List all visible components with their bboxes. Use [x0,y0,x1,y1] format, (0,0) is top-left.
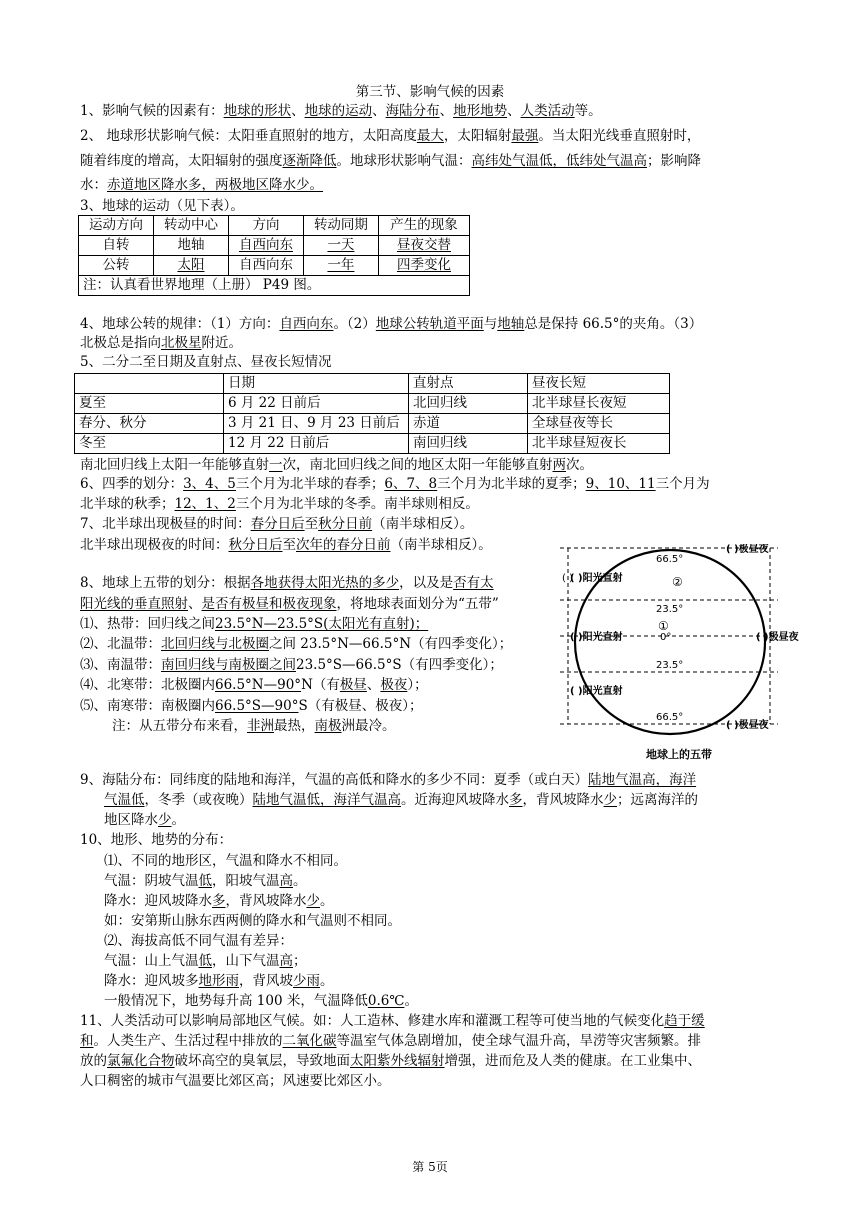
para-10-rain2: 降水：迎风坡多地形雨，背风坡少雨。 [104,973,334,989]
para-11-line-2: 和。人类生产、生活过程中排放的二氧化碳等温室气体急剧增加，使全球气温升高，旱涝等灾害频繁。排 [80,1033,701,1049]
lat-label: 66.5° [656,712,684,723]
para-10-sub1: ⑴、不同的地形区，气温和降水不相同。 [104,853,347,869]
table-header-row [79,216,470,236]
table-note-row [79,276,470,296]
figure-caption: 地球上的五带 [646,748,712,761]
para-11-line-3: 放的氯氟化合物破坏高空的臭氧层，导致地面太阳紫外线辐射增强，进而危及人类的健康。在工业集中、 [80,1053,701,1069]
table-cell: 自转 [79,236,154,256]
motion-table [78,215,470,296]
table-cell: 南回归线 [409,434,528,454]
table-cell: 太阳 [177,257,205,273]
para-8-line-2: 阳光线的垂直照射、是否有极昼和极夜现象，将地球表面划分为“五带” [80,596,499,612]
para-1: 1、影响气候的因素有：地球的形状、地球的运动、海陆分布、地形地势、人类活动等。 [80,103,602,119]
para-5b: 南北回归线上太阳一年能够直射一次，南北回归线之间的地区太阳一年能够直射两次。 [80,457,593,473]
table-cell: 6 月 22 日前后 [224,394,409,414]
table-header: 运动方向 [79,216,154,236]
zone-note: 注：从五带分布来看，非洲最热，南极洲最冷。 [112,718,396,734]
zone-tropical: ⑴、热带：回归线之间23.5°N—23.5°S(太阳光有直射)； [80,616,429,632]
table-cell: 北半球昼短夜长 [528,434,670,454]
table-cell: 北半球昼长夜短 [528,394,670,414]
para-9-line-2: 气温低，冬季（或夜晚）陆地气温低，海洋气温高。近海迎风坡降水多，背风坡降水少；远离海洋的 [104,792,698,808]
zone-south-temperate: ⑶、南温带：南回归线与南极圈之间23.5°S—66.5°S（有四季变化）； [80,657,503,673]
polar-label: ( )极昼夜 [726,720,769,731]
polar-label: ( )极昼夜 [726,544,769,555]
page-number: 第 5页 [412,1160,448,1174]
table-header: 方向 [228,216,303,236]
table-header: 昼夜长短 [528,374,670,394]
direct-label: ( )阳光直射 [570,686,623,697]
para-4-line-2: 北极总是指向北极星附近。 [80,335,242,351]
para-2-line-3: 水：赤道地区降水多，两极地区降水少。 [80,177,323,193]
para-11-line-4: 人口稠密的城市气温要比郊区高；风速要比郊区小。 [80,1073,391,1089]
para-10-example: 如：安第斯山脉东西两侧的降水和气温则不相同。 [104,913,401,929]
page-title: 第三节、影响气候的因素 [355,84,505,100]
table-header-row [75,374,670,394]
para-3: 3、地球的运动（见下表）。 [80,198,244,214]
table-cell: 北回归线 [409,394,528,414]
table-row [75,434,670,454]
direct-label: ( )阳光直射 [570,632,623,643]
para-2-line-1: 2、 地球形状影响气候：太阳垂直照射的地方，太阳高度最大，太阳辐射最强。当太阳光线垂直照射时， [80,128,701,144]
zone-number: ② [672,575,683,589]
para-2-line-2: 随着纬度的增高，太阳辐射的强度逐渐降低。地球形状影响气温：高纬处气温低，低纬处气温高；影响降 [80,153,701,169]
zone-number: ① [658,619,669,633]
table-cell: 自西向东 [228,256,303,276]
para-6-line-1: 6、四季的划分：3、4、5三个月为北半球的春季；6、7、8三个月为北半球的夏季；9、10、11三个月为 [80,476,710,492]
table-cell: 春分、秋分 [75,414,224,434]
table-row [79,256,470,276]
table-header [75,374,224,394]
table-cell: 全球昼夜等长 [528,414,670,434]
table-cell: 昼夜交替 [396,237,451,253]
table-cell: 12 月 22 日前后 [224,434,409,454]
table-header: 转动中心 [153,216,228,236]
table-cell: 3 月 21 日、9 月 23 日前后 [224,414,409,434]
para-8-line-1: 8、地球上五带的划分：根据各地获得太阳光热的多少，以及是否有太 [80,575,494,591]
table-cell: 地轴 [153,236,228,256]
table-cell: 一天 [327,237,355,253]
para-7-line-2: 北半球出现极夜的时间：秋分日后至次年的春分日前（南半球相反）。 [80,537,492,553]
para-9-line-1: 9、海陆分布：同纬度的陆地和海洋，气温的高低和降水的多少不同：夏季（或白天）陆地气温高，海洋 [80,772,697,788]
para-7-line-1: 7、北半球出现极昼的时间：春分日后至秋分日前（南半球相反）。 [80,516,474,532]
table-cell: 公转 [79,256,154,276]
solstice-table [74,373,670,454]
table-cell: 自西向东 [238,237,293,253]
five-zones-figure [560,544,800,774]
table-header: 转动同期 [303,216,378,236]
zone-north-temperate: ⑵、北温带：北回归线与北极圈之间 23.5°N—66.5°N（有四季变化）； [80,636,513,652]
para-5: 5、二分二至日期及直射点、昼夜长短情况 [80,354,332,370]
lat-label: 0° [660,632,672,643]
zone-south-frigid: ⑸、南寒带：南极圈内66.5°S—90°S（有极昼、极夜）； [80,698,423,714]
table-header: 产生的现象 [378,216,469,236]
para-4-line-1: 4、地球公转的规律：（1）方向：自西向东。（2）地球公转轨道平面与地轴总是保持 66.5°的夹角。（3） [80,316,703,332]
table-row [75,414,670,434]
table-cell: 一年 [327,257,355,273]
direct-label: ( )阳光直射 [570,573,623,584]
para-10-general: 一般情况下，地势每升高 100 米，气温降低0.6℃。 [104,993,418,1009]
table-cell: 赤道 [409,414,528,434]
table-header: 直射点 [409,374,528,394]
table-cell: 冬至 [75,434,224,454]
table-header: 日期 [224,374,409,394]
lat-label: 23.5° [656,604,684,615]
para-6-line-2: 北半球的秋季；12、1、2三个月为北半球的冬季。南半球则相反。 [80,496,479,512]
para-10-sub2: ⑵、海拔高低不同气温有差异： [104,933,293,949]
para-10-temp2: 气温：山上气温低，山下气温高； [104,953,307,969]
para-10-temp1: 气温：阴坡气温低，阳坡气温高。 [104,873,307,889]
table-note: 注：认真看世界地理（上册） P49 图。 [79,276,470,296]
zone-north-frigid: ⑷、北寒带：北极圈内66.5°N—90°N（有极昼、极夜）； [80,677,428,693]
table-cell: 夏至 [75,394,224,414]
para-11-line-1: 11、人类活动可以影响局部地区气候。如：人工造林、修建水库和灌溉工程等可使当地的气候变化趋于缓 [80,1013,705,1029]
para-10-heading: 10、地形、地势的分布： [80,832,233,848]
table-row [75,394,670,414]
polar-label: ( )极昼夜 [756,632,799,643]
table-cell: 四季变化 [396,257,451,273]
lat-label: 66.5° [656,554,684,565]
bracket-label: ( ) [562,573,573,584]
table-row [79,236,470,256]
para-10-rain1: 降水：迎风坡降水多，背风坡降水少。 [104,893,334,909]
para-9-line-3: 地区降水少。 [104,812,185,828]
lat-label: 23.5° [656,660,684,671]
